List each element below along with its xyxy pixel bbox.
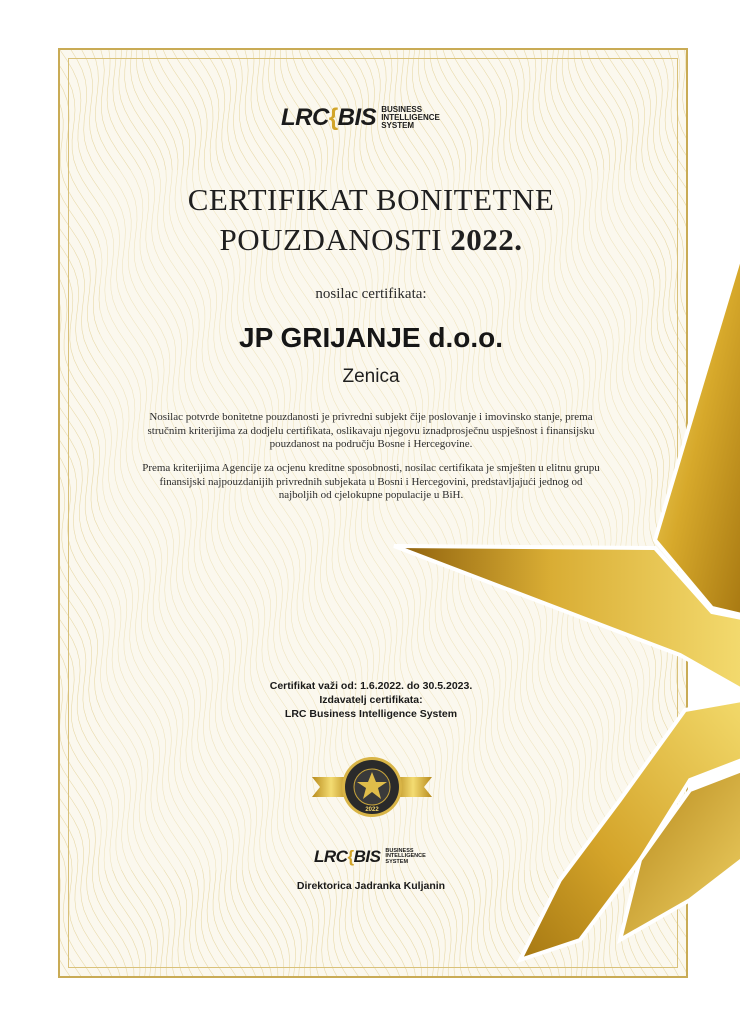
logo-tagline: BUSINESS INTELLIGENCE SYSTEM [381, 105, 440, 130]
company-name: JP GRIJANJE d.o.o. [239, 322, 503, 353]
issuer-name: LRC Business Intelligence System [284, 708, 458, 720]
description-paragraph-2: Prema kriterijima Agencije za ocjenu kreditne sposobnosti, nosilac certifikata je smješten u elitnu grupu finansijski najpouzdanijih privrednih subjekata u Bosni i Hercegovini, predstavljajući jednog od najboljih od cjelokupne populacije u BiH. [142, 462, 600, 502]
certificate-year: 2022. [450, 222, 523, 257]
logo-tagline: BUSINESS INTELLIGENCE SYSTEM [385, 847, 426, 865]
validity-period: Certifikat važi od: 1.6.2022. do 30.5.2023. [269, 680, 473, 692]
certificate-title-line-1: CERTIFIKAT BONITETNE [187, 182, 555, 217]
lrc-bis-logo-bottom [314, 847, 426, 867]
logo-wordmark: LRC{BIS [281, 104, 377, 131]
certificate-title-line-2: POUZDANOSTI 2022. [219, 222, 523, 257]
issuer-label: Izdavatelj certifikata: [319, 694, 423, 706]
description-paragraph-1: Nosilac potvrde bonitetne pouzdanosti je privredni subjekt čije poslovanje i imovinsko stanje, prema stručnim kriterijima za dodjelu certifikata, oslikavaju njegovu iznadprosječnu uspješnost i finansijsku pouzdanost na području Bosne i Hercegovine. [147, 411, 595, 451]
lrc-bis-logo-top [281, 104, 440, 132]
company-city: Zenica [342, 366, 400, 387]
holder-label: nosilac certifikata: [315, 286, 427, 302]
director-signature-name: Direktorica Jadranka Kuljanin [296, 880, 446, 892]
star-emblem-seal-icon [310, 755, 434, 819]
seal-year: 2022 [365, 807, 379, 813]
logo-wordmark: LRC{BIS [314, 847, 381, 866]
